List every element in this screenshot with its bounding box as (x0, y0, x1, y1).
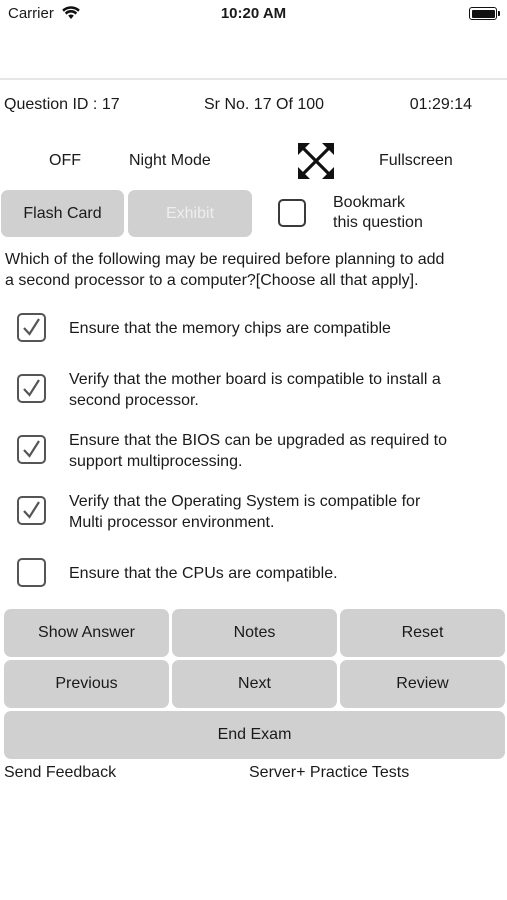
option-3-line1: Ensure that the BIOS can be upgraded as required to (69, 432, 448, 449)
option-4-text (69, 491, 499, 533)
mode-row (0, 142, 507, 182)
option-3-text (69, 430, 499, 472)
exam-timer: 01:29:14 (409, 96, 472, 113)
exhibit-button[interactable]: Exhibit (128, 190, 252, 237)
notes-button[interactable]: Notes (172, 609, 337, 657)
option-3-line2: support multiprocessing. (69, 453, 243, 470)
option-1-checkbox[interactable] (17, 313, 46, 342)
checkmark-icon (19, 437, 44, 462)
show-answer-button[interactable]: Show Answer (4, 609, 169, 657)
flash-card-button[interactable]: Flash Card (1, 190, 124, 237)
option-4-checkbox[interactable] (17, 496, 46, 525)
option-1-line1: Ensure that the memory chips are compatible (69, 320, 391, 337)
app-name-label: Server+ Practice Tests (249, 764, 410, 781)
bookmark-checkbox[interactable] (278, 199, 306, 227)
bookmark-label-line1: Bookmark (333, 194, 406, 211)
review-button[interactable]: Review (340, 660, 505, 708)
checkmark-icon (19, 498, 44, 523)
carrier-label: Carrier (8, 5, 54, 22)
previous-button[interactable]: Previous (4, 660, 169, 708)
send-feedback-link[interactable]: Send Feedback (4, 764, 117, 781)
question-text (5, 249, 503, 291)
option-2-checkbox[interactable] (17, 374, 46, 403)
question-id: Question ID : 17 (4, 96, 120, 113)
option-4-line2: Multi processor environment. (69, 514, 275, 531)
option-5-line1: Ensure that the CPUs are compatible. (69, 565, 338, 582)
question-info-row (0, 96, 507, 118)
status-bar (0, 0, 507, 28)
option-2-text (69, 369, 499, 411)
question-line1: Which of the following may be required before planning to add (5, 251, 445, 268)
night-mode-label: Night Mode (129, 152, 211, 169)
option-2-line1: Verify that the mother board is compatible to install a (69, 371, 441, 388)
header-divider (0, 78, 507, 80)
reset-button[interactable]: Reset (340, 609, 505, 657)
option-4-line1: Verify that the Operating System is compatible for (69, 493, 421, 510)
bookmark-label-line2: this question (333, 214, 423, 231)
option-5-text (69, 563, 499, 584)
next-button[interactable]: Next (172, 660, 337, 708)
checkmark-icon (19, 315, 44, 340)
fullscreen-expand-icon[interactable] (297, 142, 335, 180)
end-exam-button[interactable]: End Exam (4, 711, 505, 759)
serial-number: Sr No. 17 Of 100 (204, 96, 325, 113)
bookmark-label (333, 193, 493, 233)
fullscreen-label: Fullscreen (379, 152, 453, 169)
night-mode-toggle[interactable]: OFF (49, 152, 81, 169)
battery-icon (469, 7, 497, 20)
option-3-checkbox[interactable] (17, 435, 46, 464)
option-5-checkbox[interactable] (17, 558, 46, 587)
option-1-text (69, 318, 499, 339)
option-2-line2: second processor. (69, 392, 199, 409)
status-time: 10:20 AM (220, 5, 287, 22)
checkmark-icon (19, 376, 44, 401)
question-line2: a second processor to a computer?[Choose all that apply]. (5, 272, 419, 289)
